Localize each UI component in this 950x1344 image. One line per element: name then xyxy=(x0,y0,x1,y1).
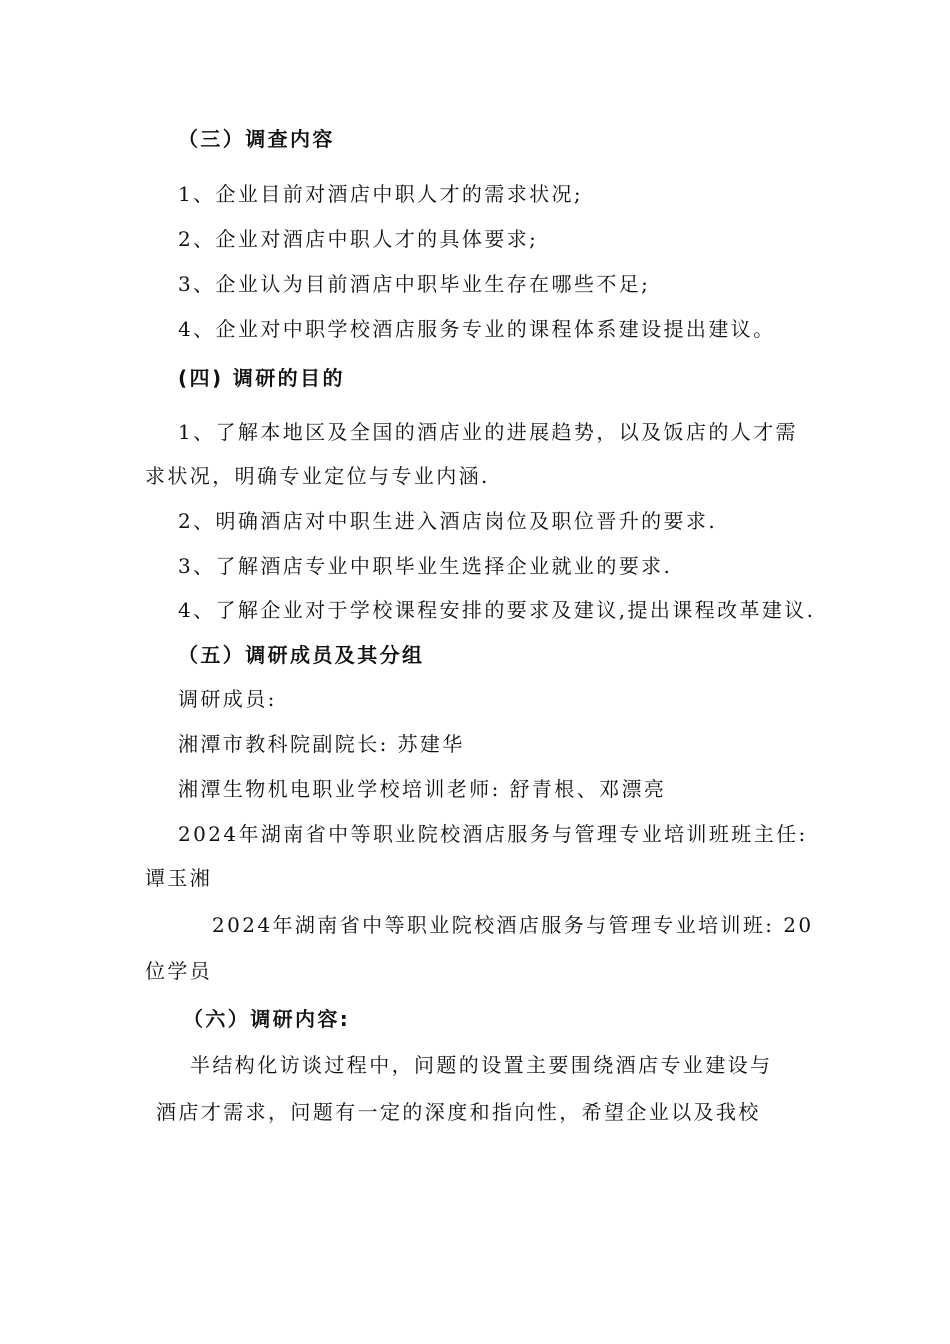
members-label: 调研成员: xyxy=(178,687,277,711)
section6-heading: （六）调研内容: xyxy=(183,1007,351,1031)
section4-heading: (四) 调研的目的 xyxy=(178,366,345,390)
section6-line-1: 半结构化访谈过程中，问题的设置主要围绕酒店专业建设与 xyxy=(190,1053,773,1077)
member-2: 湘潭生物机电职业学校培训老师: 舒青根、邓漂亮 xyxy=(178,777,667,801)
section4-item-3: 3、了解酒店专业中职毕业生选择企业就业的要求. xyxy=(178,554,673,578)
section4-item-1-line-2: 求状况，明确专业定位与专业内涵. xyxy=(145,464,490,488)
section3-item-2: 2、企业对酒店中职人才的具体要求; xyxy=(178,227,539,251)
section3-item-1: 1、企业目前对酒店中职人才的需求状况; xyxy=(178,182,584,206)
section4-item-4: 4、了解企业对于学校课程安排的要求及建议,提出课程改革建议. xyxy=(178,598,816,622)
section5-heading: （五）调研成员及其分组 xyxy=(178,643,425,667)
section4-item-2: 2、明确酒店对中职生进入酒店岗位及职位晋升的要求. xyxy=(178,509,718,533)
member-3-line-1: 2024年湖南省中等职业院校酒店服务与管理专业培训班班主任: xyxy=(178,822,808,846)
member-3-line-2: 谭玉湘 xyxy=(145,866,213,890)
section4-item-1-line-1: 1、了解本地区及全国的酒店业的进展趋势，以及饭店的人才需 xyxy=(178,420,798,444)
member-4-line-2: 位学员 xyxy=(145,959,213,983)
section3-item-4: 4、企业对中职学校酒店服务专业的课程体系建设提出建议。 xyxy=(178,317,776,341)
member-4-line-1: 2024年湖南省中等职业院校酒店服务与管理专业培训班: 20 xyxy=(212,913,814,937)
section3-item-3: 3、企业认为目前酒店中职毕业生存在哪些不足; xyxy=(178,272,651,296)
section3-heading: （三）调查内容 xyxy=(178,127,335,151)
section6-line-2: 酒店才需求，问题有一定的深度和指向性，希望企业以及我校 xyxy=(156,1100,761,1124)
member-1: 湘潭市教科院副院长: 苏建华 xyxy=(178,732,465,756)
